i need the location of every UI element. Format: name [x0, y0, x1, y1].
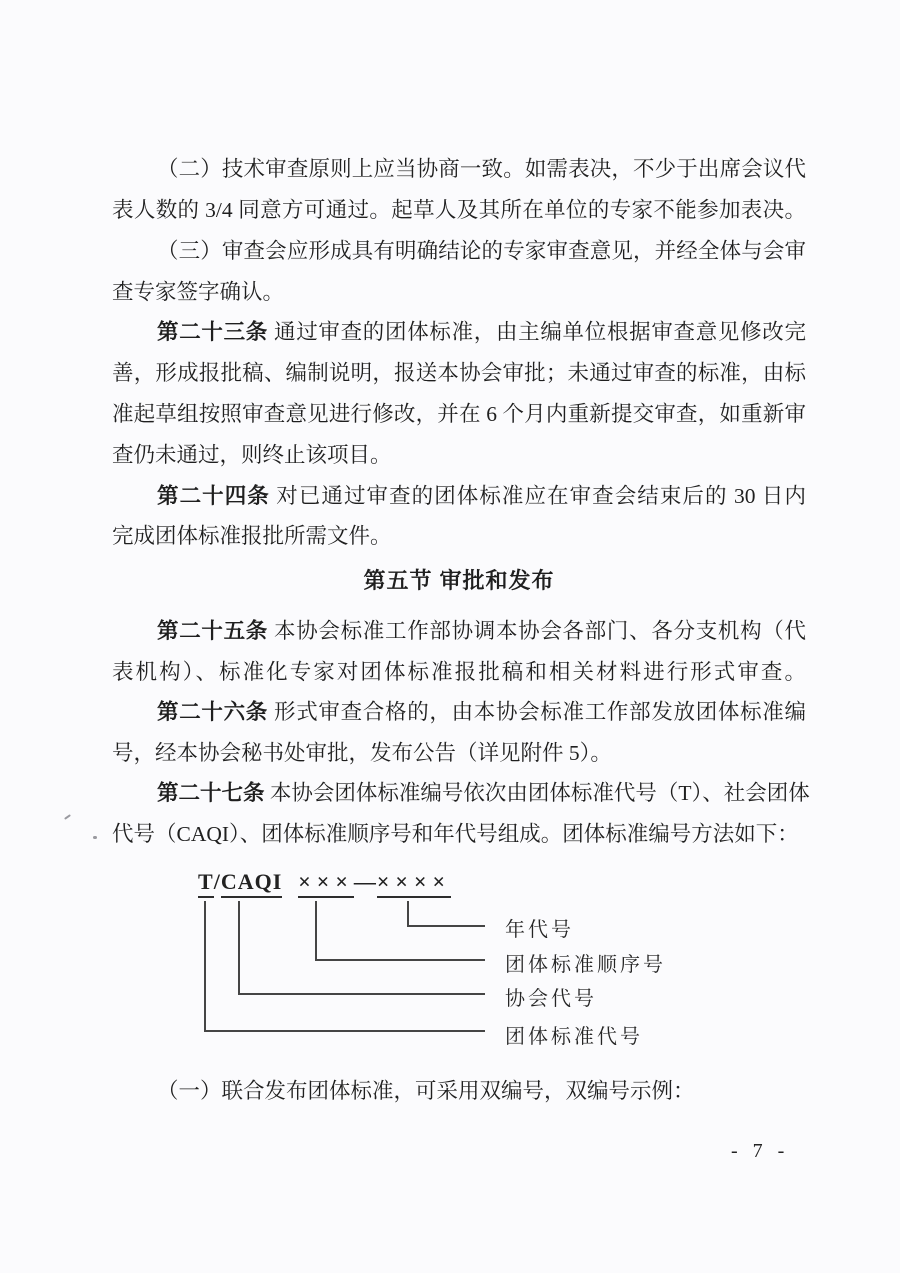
text-line — [112, 698, 806, 726]
line-text: （一）联合发布团体标准，可采用双编号，双编号示例： — [157, 1079, 695, 1103]
article-number: 第二十四条 — [157, 484, 270, 508]
label-sequence-number: 团体标准顺序号 — [505, 954, 666, 976]
line-text: 完成团体标准报批所需文件。 — [112, 524, 392, 548]
connector-line-year-code — [407, 901, 409, 927]
scan-speck — [64, 814, 71, 820]
text-line — [112, 359, 806, 387]
code-dash: — — [353, 869, 377, 894]
line-text: 表人数的 3/4 同意方可通过。起草人及其所在单位的专家不能参加表决。 — [112, 198, 806, 222]
line-text: 本协会团体标准编号依次由团体标准代号（T）、社会团体 — [264, 781, 810, 805]
text-line — [112, 318, 806, 346]
connector-line-association-code — [238, 901, 240, 995]
line-text: 代号（CAQI）、团体标准顺序号和年代号组成。团体标准编号方法如下： — [112, 822, 799, 846]
code-prefix: T — [198, 869, 214, 898]
standard-code-formula — [198, 869, 451, 895]
text-line — [112, 820, 806, 848]
line-text: 表机构）、标准化专家对团体标准报批稿和相关材料进行形式审查。 — [112, 660, 806, 684]
connector-line-standard-code — [204, 901, 206, 1032]
line-text: 号，经本协会秘书处审批，发布公告（详见附件 5）。 — [112, 741, 612, 765]
text-line — [112, 400, 806, 428]
code-association: CAQI — [221, 869, 282, 898]
text-line — [112, 739, 806, 767]
text-line — [112, 482, 806, 510]
line-text: 本协会标准工作部协调本协会各部门、各分支机构（代 — [267, 619, 806, 643]
scan-speck — [93, 836, 97, 839]
text-line — [112, 617, 806, 645]
line-text: （二）技术审查原则上应当协商一致。如需表决，不少于出席会议代 — [157, 157, 806, 181]
text-line — [112, 522, 806, 550]
connector-line-sequence-number — [315, 901, 317, 961]
line-text: 善，形成报批稿、编制说明，报送本协会审批；未通过审查的标准，由标 — [112, 361, 806, 385]
article-number: 第二十五条 — [157, 619, 268, 643]
connector-line-standard-code — [204, 1030, 485, 1032]
line-text: 查专家签字确认。 — [112, 280, 285, 304]
code-sequence: ××× — [298, 869, 354, 898]
label-year-code: 年代号 — [505, 919, 574, 941]
text-line — [112, 1077, 806, 1105]
text-line — [112, 237, 806, 265]
line-text: （三）审查会应形成具有明确结论的专家审查意见，并经全体与会审 — [157, 239, 806, 263]
line-text: 查仍未通过，则终止该项目。 — [112, 443, 392, 467]
section-heading: 第五节 审批和发布 — [363, 568, 555, 593]
connector-line-sequence-number — [315, 959, 485, 961]
label-association-code: 协会代号 — [505, 988, 597, 1010]
line-text: 通过审查的团体标准，由主编单位根据审查意见修改完 — [267, 320, 806, 344]
text-line — [112, 278, 806, 306]
text-line — [112, 196, 806, 224]
text-line — [112, 658, 806, 686]
article-number: 第二十六条 — [157, 700, 268, 724]
connector-line-year-code — [407, 925, 485, 927]
text-line — [112, 779, 810, 807]
connector-line-association-code — [238, 993, 485, 995]
line-text: 形式审查合格的，由本协会标准工作部发放团体标准编 — [267, 700, 806, 724]
text-line — [112, 155, 806, 183]
article-number: 第二十七条 — [157, 781, 265, 805]
line-text: 准起草组按照审查意见进行修改，并在 6 个月内重新提交审查，如重新审 — [112, 402, 806, 426]
article-number: 第二十三条 — [157, 320, 268, 344]
text-line — [112, 441, 806, 469]
code-year: ×××× — [377, 869, 451, 898]
page-number: - 7 - — [731, 1140, 787, 1162]
code-separator: / — [213, 869, 221, 894]
label-standard-code: 团体标准代号 — [505, 1026, 643, 1048]
line-text: 对已通过审查的团体标准应在审查会结束后的 30 日内 — [269, 484, 806, 508]
